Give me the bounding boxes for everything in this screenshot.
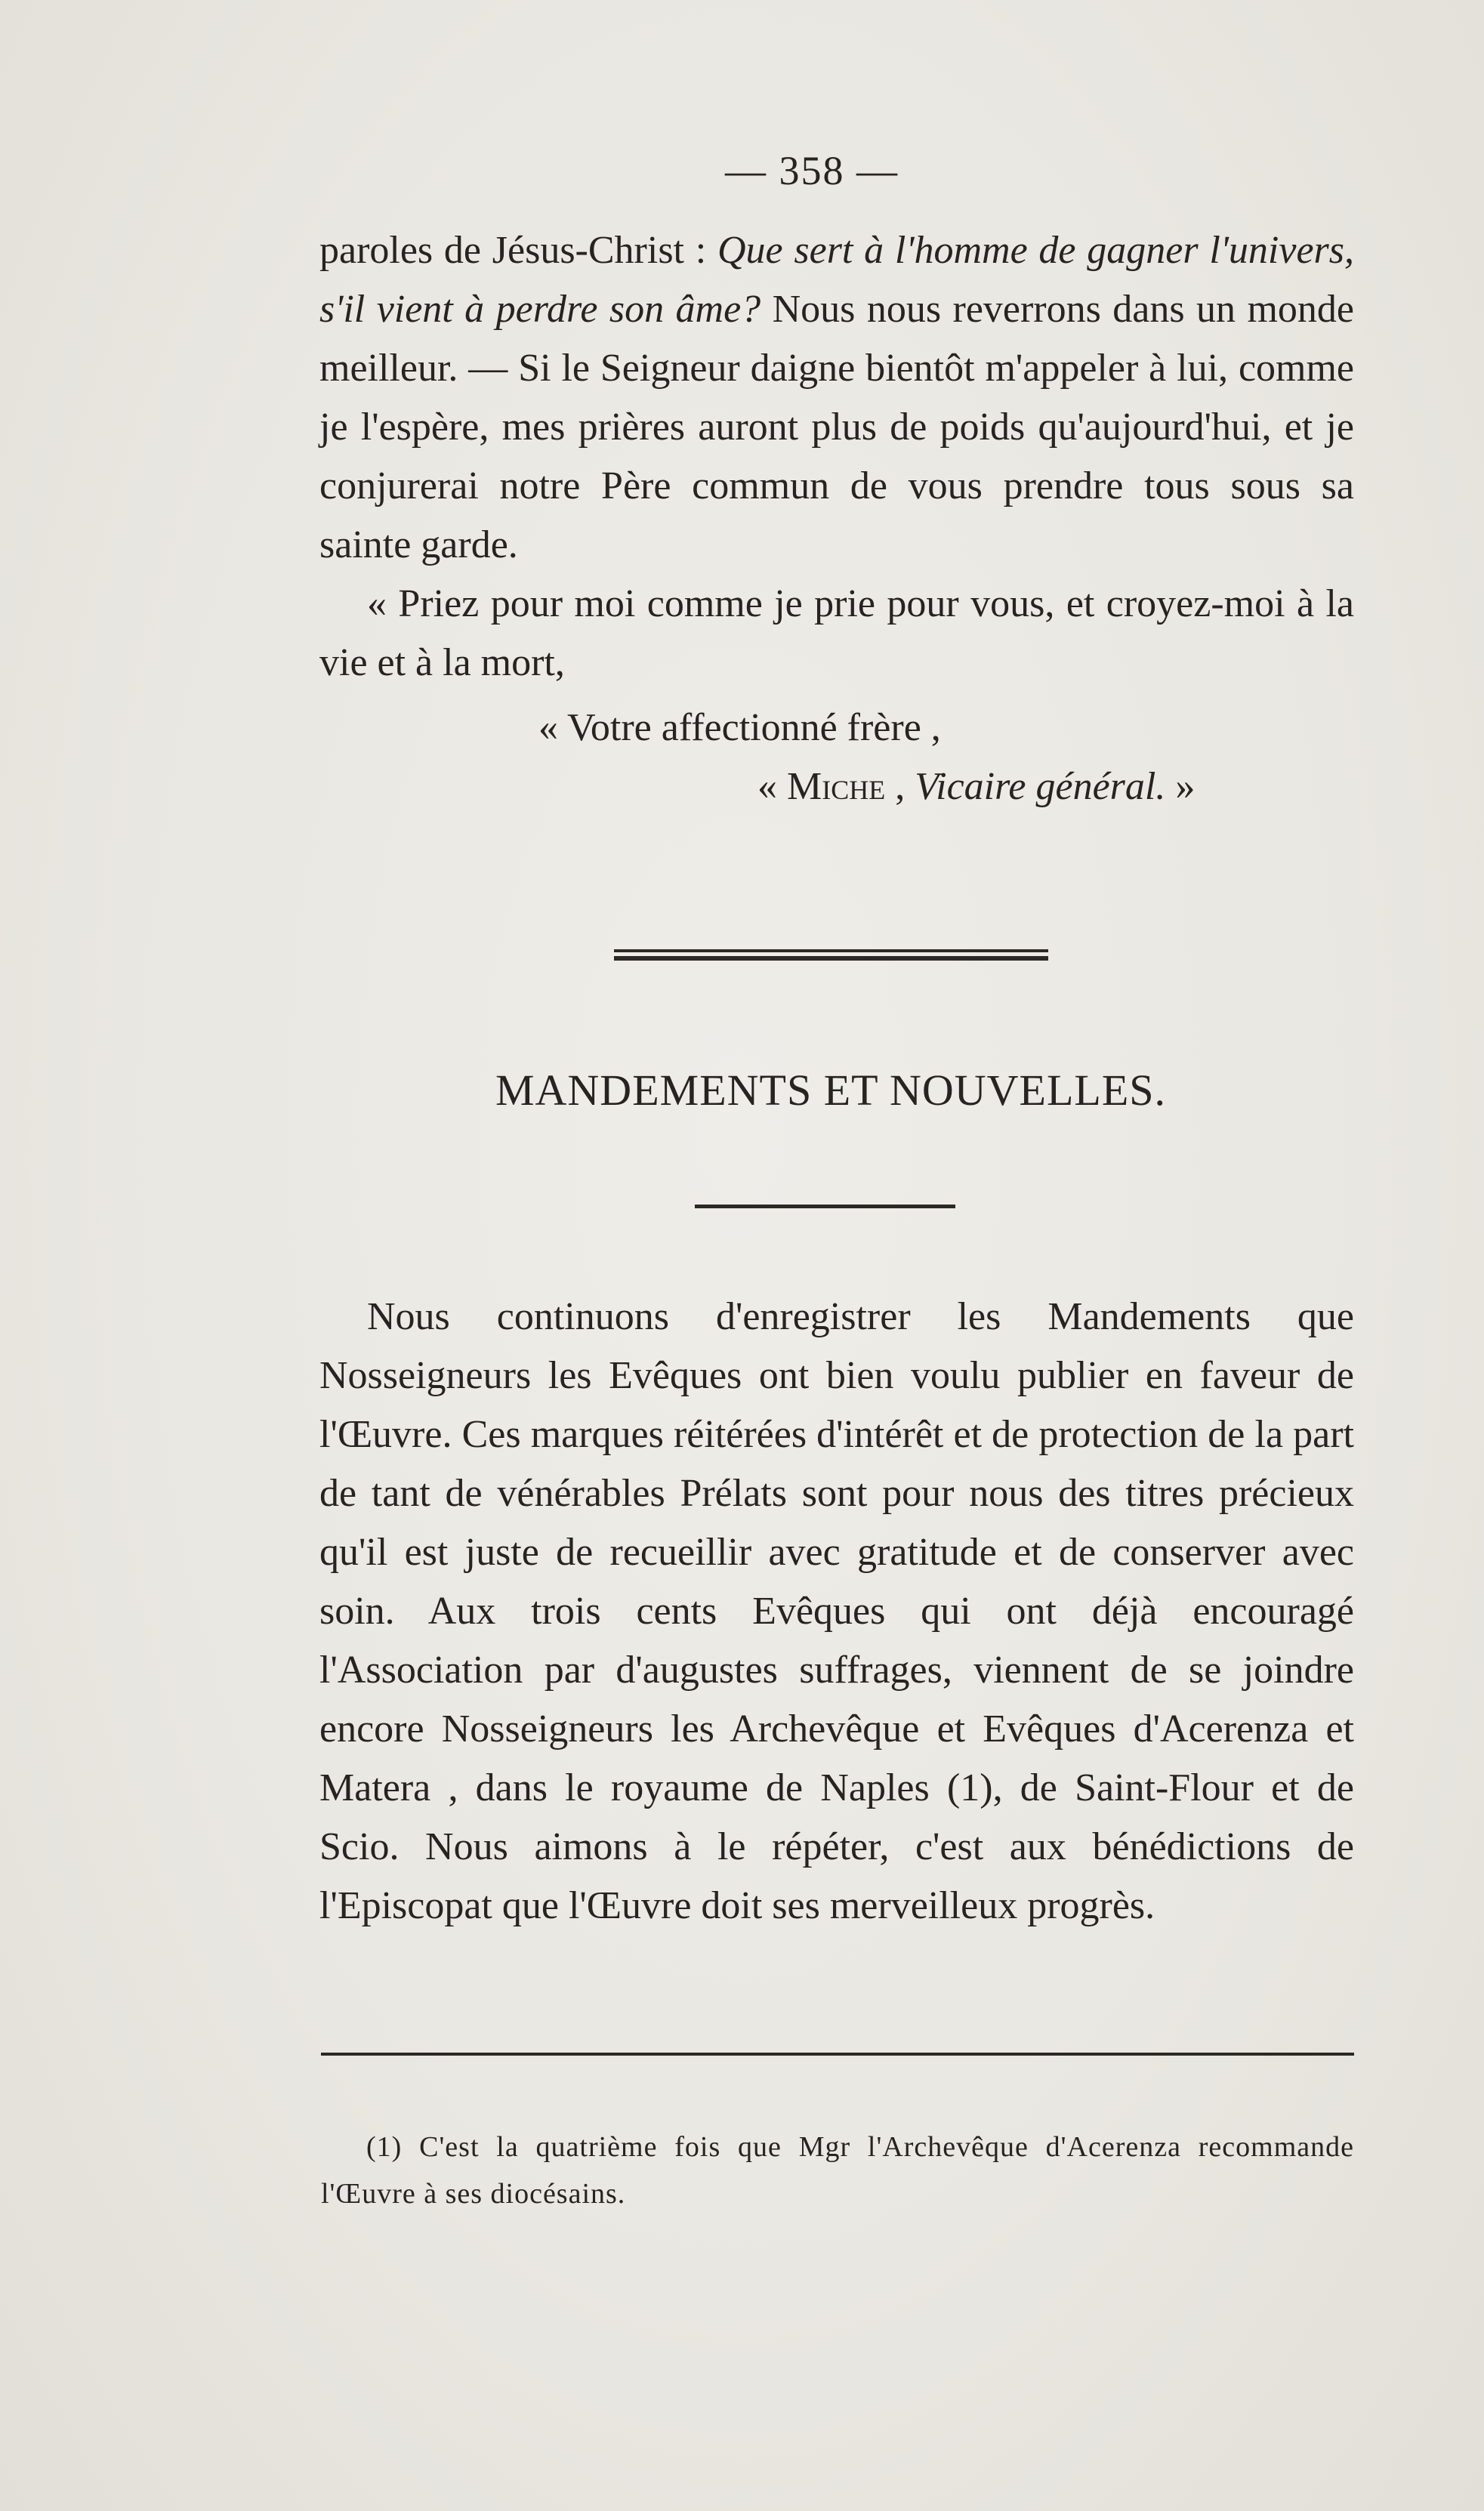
closing-line: « Votre affectionné frère , — [538, 706, 941, 749]
double-rule-divider — [614, 949, 1048, 961]
letter-signoff — [319, 699, 1354, 816]
section-body — [319, 1288, 1354, 1936]
gospel-quote: Que sert à l'homme de gagner l'univers, s'il vient à perdre son âme? — [319, 229, 1354, 331]
section-paragraph: Nous continuons d'enregistrer les Mandements que Nosseigneurs les Evêques ont bien voulu publier en faveur de l'Œuvre. Ces marques réitérées d'intérêt et de protection de la part de tant de vénérables Prélats sont pour nous des titres précieux qu'il est juste de recueillir avec gratitude et de conserver avec soin. Aux trois cents Evêques qui ont déjà encouragé l'Association par d'augustes suffrages, viennent de se joindre encore Nosseigneurs les Archevêque et Evêques d'Acerenza et Matera , dans le royaume de Naples (1), de Saint-Flour et de Scio. Nous aimons à le répéter, c'est aux bénédictions de l'Episcopat que l'Œuvre doit ses merveilleux progrès. — [319, 1295, 1354, 1927]
letter-text-start: paroles de Jésus-Christ : — [319, 229, 717, 272]
title-underline-rule — [695, 1205, 955, 1208]
footnote-separator-rule — [321, 2053, 1354, 2056]
letter-text-end: Nous nous reverrons dans un monde meilleur. — Si le Seigneur daigne bientôt m'appeler à lui, comme je l'espère, mes prières auront plus de poids qu'aujourd'hui, et je conjurerai notre Père commun de vous prendre tous sous sa sainte garde. — [319, 288, 1355, 566]
footnote — [321, 2124, 1354, 2217]
letter-paragraph-2: « Priez pour moi comme je prie pour vous, et croyez-moi à la vie et à la mort, — [319, 582, 1354, 684]
signature-close-quote: » — [1165, 765, 1196, 808]
section-title: MANDEMENTS ET NOUVELLES. — [495, 1066, 1167, 1115]
signature-open-quote: « — [757, 765, 787, 808]
letter-paragraph-1 — [319, 221, 1354, 575]
signature-name: Miche — [787, 765, 886, 808]
letter-continuation — [319, 221, 1354, 693]
signature-line — [319, 757, 1354, 816]
signature-title: Vicaire général. — [915, 765, 1166, 808]
footnote-text: (1) C'est la quatrième fois que Mgr l'Archevêque d'Acerenza recommande l'Œuvre à ses diocésains. — [321, 2131, 1354, 2210]
page-number: — 358 — — [725, 148, 899, 193]
signature-separator: , — [885, 765, 915, 808]
